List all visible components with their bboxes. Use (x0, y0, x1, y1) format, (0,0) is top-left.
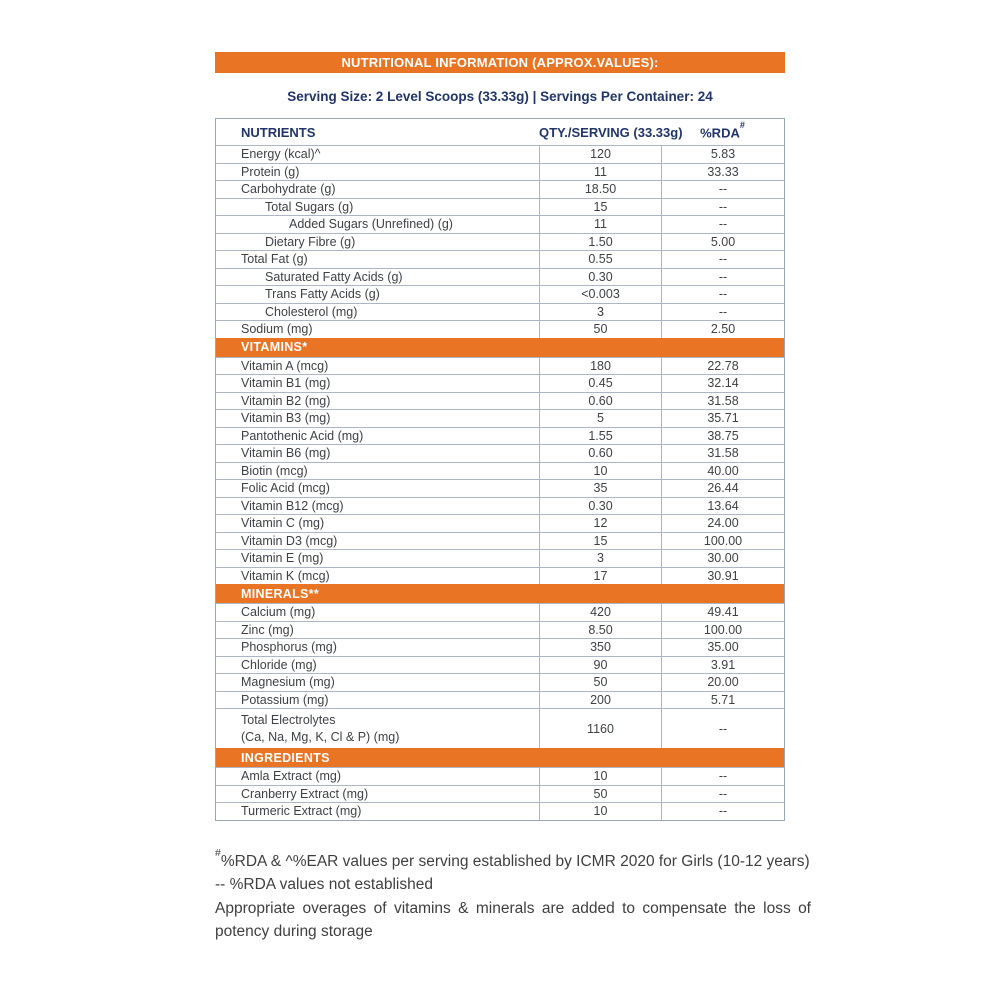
section-header-vitamins: VITAMINS* (216, 338, 784, 357)
rda-value: 31.58 (661, 393, 784, 410)
qty-value: 200 (539, 692, 661, 709)
qty-value: 1160 (539, 709, 661, 748)
qty-value: 11 (539, 216, 661, 233)
rda-value: -- (661, 709, 784, 748)
qty-value: 0.55 (539, 251, 661, 268)
nutrient-label: Vitamin B12 (mcg) (241, 498, 344, 513)
column-header-rda (661, 119, 784, 141)
table-row (216, 656, 784, 674)
table-row (216, 621, 784, 639)
nutrient-label: Sodium (mg) (241, 322, 313, 337)
table-row (216, 785, 784, 803)
nutrient-label: Total Electrolytes (Ca, Na, Mg, K, Cl & P) (mg) (241, 713, 400, 744)
rda-value: -- (661, 768, 784, 785)
rda-value: 5.71 (661, 692, 784, 709)
nutrient-label: Turmeric Extract (mg) (241, 804, 362, 819)
rda-value: -- (661, 286, 784, 303)
table-header-row (216, 119, 784, 145)
nutrient-label: Phosphorus (mg) (241, 640, 337, 655)
serving-size-line: Serving Size: 2 Level Scoops (33.33g) | Servings Per Container: 24 (287, 89, 713, 104)
table-row (216, 180, 784, 198)
table-row (216, 532, 784, 550)
qty-value: 1.50 (539, 234, 661, 251)
nutrient-label: Vitamin B6 (mg) (241, 446, 331, 461)
table-row (216, 233, 784, 251)
table-row (216, 285, 784, 303)
nutrition-table (215, 118, 785, 821)
rda-value: 38.75 (661, 428, 784, 445)
table-row (216, 357, 784, 375)
table-row (216, 514, 784, 532)
table-row (216, 427, 784, 445)
rda-value: -- (661, 181, 784, 198)
footnote-not-established: -- %RDA values not established (215, 876, 433, 894)
rda-value: 5.83 (661, 146, 784, 163)
qty-value: 18.50 (539, 181, 661, 198)
nutrient-label: Vitamin A (mcg) (241, 358, 329, 373)
qty-value: 0.30 (539, 269, 661, 286)
table-row (216, 549, 784, 567)
rda-value: 31.58 (661, 445, 784, 462)
nutrient-label: Total Fat (g) (241, 252, 308, 267)
table-row (216, 303, 784, 321)
nutrient-label: Dietary Fibre (g) (265, 234, 356, 249)
section-header-minerals: MINERALS** (216, 584, 784, 603)
table-row (216, 444, 784, 462)
qty-value: 35 (539, 480, 661, 497)
qty-value: 10 (539, 463, 661, 480)
rda-value: 5.00 (661, 234, 784, 251)
table-row (216, 497, 784, 515)
nutrient-label: Potassium (mg) (241, 692, 329, 707)
qty-value: 8.50 (539, 622, 661, 639)
rda-value: 30.91 (661, 568, 784, 585)
table-row (216, 392, 784, 410)
table-row (216, 215, 784, 233)
rda-value: 2.50 (661, 321, 784, 338)
qty-value: 50 (539, 674, 661, 691)
rda-value: -- (661, 786, 784, 803)
nutrient-label: Saturated Fatty Acids (g) (265, 269, 403, 284)
qty-value: 10 (539, 768, 661, 785)
qty-value: 3 (539, 304, 661, 321)
nutrient-label: Cholesterol (mg) (265, 304, 358, 319)
table-row (216, 479, 784, 497)
nutrition-title-bar: NUTRITIONAL INFORMATION (APPROX.VALUES): (215, 52, 785, 73)
table-row (216, 603, 784, 621)
nutrient-label: Energy (kcal)^ (241, 147, 321, 162)
section-header-ingredients: INGREDIENTS (216, 748, 784, 767)
rda-header-superscript: # (739, 119, 745, 130)
qty-value: 90 (539, 657, 661, 674)
footnote-rda-ear (215, 846, 811, 874)
table-row (216, 320, 784, 338)
nutrient-label: Zinc (mg) (241, 622, 294, 637)
rda-header-text: %RDA (700, 125, 740, 141)
rda-value: -- (661, 803, 784, 820)
table-row (216, 462, 784, 480)
qty-value: 50 (539, 786, 661, 803)
rda-value: -- (661, 304, 784, 321)
rda-value: 22.78 (661, 358, 784, 375)
qty-value: 3 (539, 550, 661, 567)
qty-value: 0.60 (539, 445, 661, 462)
table-row (216, 691, 784, 709)
footnotes-block (215, 846, 811, 944)
rda-value: 20.00 (661, 674, 784, 691)
nutrient-label: Magnesium (mg) (241, 675, 335, 690)
nutrient-label: Vitamin K (mcg) (241, 568, 330, 583)
rda-value: 35.00 (661, 639, 784, 656)
nutrient-label: Folic Acid (mcg) (241, 481, 330, 496)
qty-value: 0.30 (539, 498, 661, 515)
rda-value: -- (661, 199, 784, 216)
table-row (216, 374, 784, 392)
nutrient-label: Pantothenic Acid (mg) (241, 428, 364, 443)
qty-value: 17 (539, 568, 661, 585)
footnote-rda-ear-text: %RDA & ^%EAR values per serving established by ICMR 2020 for Girls (10-12 years) (220, 852, 810, 870)
nutrient-label: Total Sugars (g) (265, 199, 354, 214)
nutrient-label: Vitamin B3 (mg) (241, 411, 331, 426)
rda-value: 40.00 (661, 463, 784, 480)
rda-value: 35.71 (661, 410, 784, 427)
rda-value: 26.44 (661, 480, 784, 497)
rda-value: 24.00 (661, 515, 784, 532)
rda-value: 33.33 (661, 164, 784, 181)
nutrient-label: Biotin (mcg) (241, 463, 308, 478)
rda-value: 32.14 (661, 375, 784, 392)
qty-value: 350 (539, 639, 661, 656)
rda-value: 3.91 (661, 657, 784, 674)
qty-value: 0.60 (539, 393, 661, 410)
nutrient-label: Vitamin E (mg) (241, 551, 324, 566)
nutrient-label: Vitamin C (mg) (241, 516, 325, 531)
qty-value: 12 (539, 515, 661, 532)
nutrient-label: Chloride (mg) (241, 657, 317, 672)
nutrient-label: Carbohydrate (g) (241, 182, 336, 197)
qty-value: 420 (539, 604, 661, 621)
column-header-nutrients: NUTRIENTS (241, 124, 316, 140)
table-row (216, 268, 784, 286)
footnote-overages: Appropriate overages of vitamins & minerals are added to compensate the loss of potency during storage (215, 899, 811, 941)
rda-value: -- (661, 251, 784, 268)
table-row (216, 673, 784, 691)
qty-value: <0.003 (539, 286, 661, 303)
qty-value: 11 (539, 164, 661, 181)
table-row (216, 638, 784, 656)
nutrient-label: Trans Fatty Acids (g) (265, 287, 380, 302)
qty-value: 0.45 (539, 375, 661, 392)
nutrition-label (215, 52, 811, 944)
nutrient-label: Added Sugars (Unrefined) (g) (289, 217, 453, 232)
rda-value: 49.41 (661, 604, 784, 621)
nutrient-label: Vitamin D3 (mcg) (241, 533, 338, 548)
table-row (216, 250, 784, 268)
qty-value: 10 (539, 803, 661, 820)
rda-value: -- (661, 269, 784, 286)
table-row (216, 198, 784, 216)
table-row (216, 708, 784, 748)
qty-value: 180 (539, 358, 661, 375)
rda-value: 13.64 (661, 498, 784, 515)
table-row (216, 767, 784, 785)
nutrient-label: Protein (g) (241, 164, 300, 179)
nutrient-label: Cranberry Extract (mg) (241, 786, 369, 801)
rda-value: 30.00 (661, 550, 784, 567)
nutrient-label: Vitamin B2 (mg) (241, 393, 331, 408)
nutrient-label: Amla Extract (mg) (241, 769, 342, 784)
qty-value: 15 (539, 533, 661, 550)
qty-value: 120 (539, 146, 661, 163)
qty-value: 15 (539, 199, 661, 216)
footnote-hash-superscript: # (215, 846, 221, 859)
nutrition-table-body (216, 145, 784, 820)
table-row (216, 567, 784, 585)
table-row (216, 145, 784, 163)
rda-value: -- (661, 216, 784, 233)
rda-value: 100.00 (661, 622, 784, 639)
table-row (216, 163, 784, 181)
qty-value: 1.55 (539, 428, 661, 445)
nutrient-label: Vitamin B1 (mg) (241, 376, 331, 391)
qty-value: 5 (539, 410, 661, 427)
nutrient-label: Calcium (mg) (241, 605, 316, 620)
rda-value: 100.00 (661, 533, 784, 550)
qty-value: 50 (539, 321, 661, 338)
table-row (216, 409, 784, 427)
column-header-qty-serving: QTY./SERVING (33.33g) (539, 124, 683, 140)
table-row (216, 802, 784, 820)
